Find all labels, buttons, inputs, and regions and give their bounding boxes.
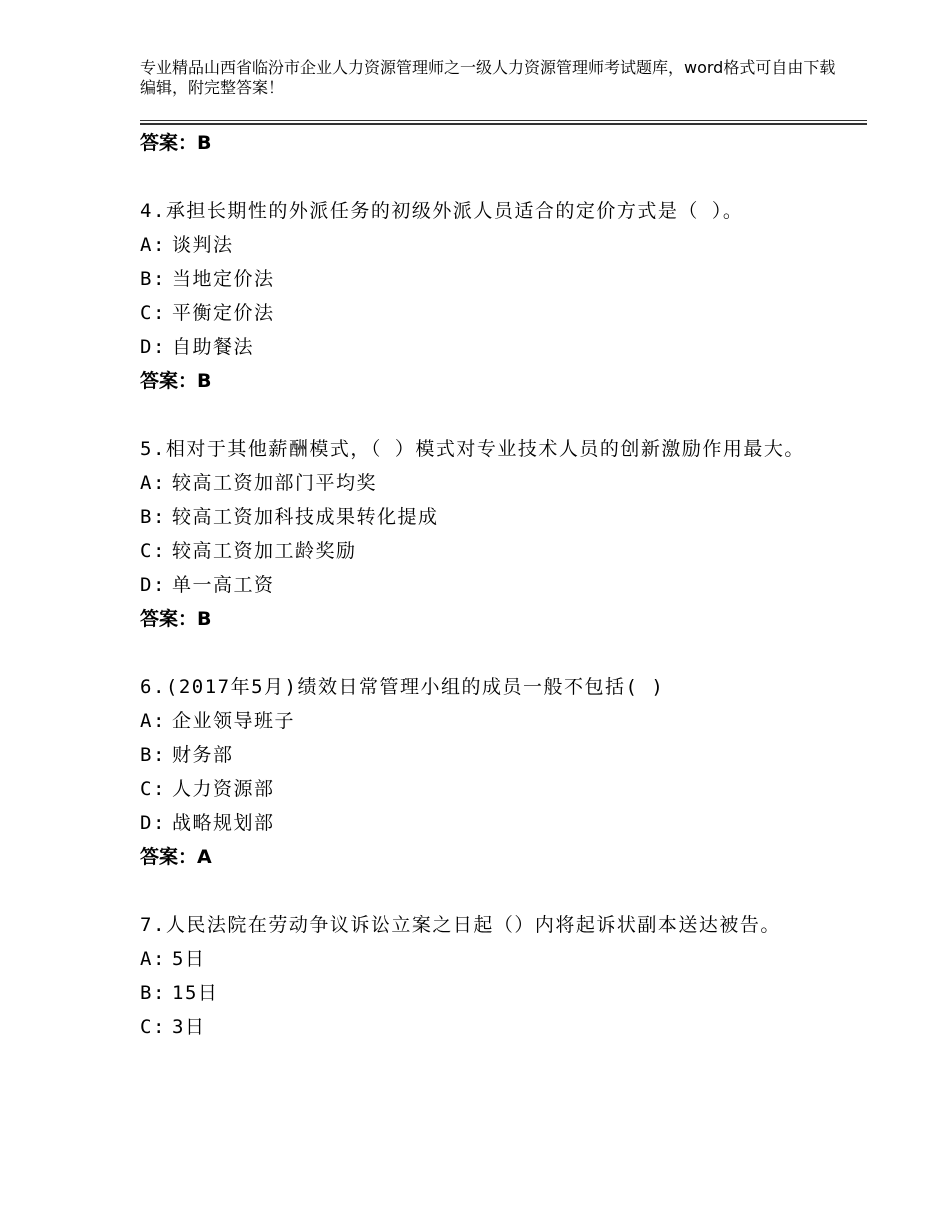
page-header bbox=[140, 58, 840, 98]
option-a bbox=[140, 942, 840, 976]
answer: 答案：A bbox=[140, 846, 212, 868]
option-a bbox=[140, 466, 840, 500]
option-text: 15日 bbox=[172, 982, 219, 1004]
option-d bbox=[140, 330, 840, 364]
option-text: 平衡定价法 bbox=[172, 302, 275, 324]
option-b bbox=[140, 738, 840, 772]
option-d bbox=[140, 568, 840, 602]
option-text: 自助餐法 bbox=[172, 336, 255, 358]
option-text: 较高工资加部门平均奖 bbox=[172, 472, 378, 494]
option-b bbox=[140, 262, 840, 296]
option-b bbox=[140, 500, 840, 534]
option-text: 财务部 bbox=[172, 744, 234, 766]
option-text: 人力资源部 bbox=[172, 778, 275, 800]
question-6 bbox=[140, 670, 840, 874]
option-text: 5日 bbox=[172, 948, 206, 970]
option-letter: A: bbox=[140, 948, 166, 970]
option-c bbox=[140, 296, 840, 330]
question-stem: 7.人民法院在劳动争议诉讼立案之日起（）内将起诉状副本送达被告。 bbox=[140, 914, 781, 936]
option-text: 企业领导班子 bbox=[172, 710, 296, 732]
question-stem: 6.(2017年5月)绩效日常管理小组的成员一般不包括( ) bbox=[140, 676, 665, 698]
option-letter: B: bbox=[140, 506, 166, 528]
answer: 答案：B bbox=[140, 608, 212, 630]
option-c bbox=[140, 534, 840, 568]
option-b bbox=[140, 976, 840, 1010]
answer: 答案：B bbox=[140, 370, 212, 392]
option-c bbox=[140, 772, 840, 806]
question-list bbox=[140, 126, 840, 1044]
option-text: 谈判法 bbox=[172, 234, 234, 256]
question-7 bbox=[140, 908, 840, 1044]
option-text: 战略规划部 bbox=[172, 812, 275, 834]
option-text: 单一高工资 bbox=[172, 574, 275, 596]
option-text: 当地定价法 bbox=[172, 268, 275, 290]
option-text: 较高工资加工龄奖励 bbox=[172, 540, 357, 562]
option-letter: A: bbox=[140, 472, 166, 494]
header-divider bbox=[140, 120, 867, 125]
option-letter: C: bbox=[140, 1016, 166, 1038]
option-letter: B: bbox=[140, 744, 166, 766]
option-letter: B: bbox=[140, 982, 166, 1004]
question-4 bbox=[140, 194, 840, 398]
option-a bbox=[140, 704, 840, 738]
option-d bbox=[140, 806, 840, 840]
option-letter: B: bbox=[140, 268, 166, 290]
question-5 bbox=[140, 432, 840, 636]
option-letter: D: bbox=[140, 336, 166, 358]
option-letter: A: bbox=[140, 710, 166, 732]
option-letter: D: bbox=[140, 574, 166, 596]
option-letter: C: bbox=[140, 302, 166, 324]
option-letter: C: bbox=[140, 778, 166, 800]
option-letter: C: bbox=[140, 540, 166, 562]
option-letter: A: bbox=[140, 234, 166, 256]
document-title: 专业精品山西省临汾市企业人力资源管理师之一级人力资源管理师考试题库，word格式可自由下载编辑，附完整答案！ bbox=[140, 58, 836, 97]
option-text: 较高工资加科技成果转化提成 bbox=[172, 506, 439, 528]
option-text: 3日 bbox=[172, 1016, 206, 1038]
question-stem: 5.相对于其他薪酬模式，（ ）模式对专业技术人员的创新激励作用最大。 bbox=[140, 438, 805, 460]
previous-answer: 答案：B bbox=[140, 132, 212, 154]
option-a bbox=[140, 228, 840, 262]
question-stem: 4.承担长期性的外派任务的初级外派人员适合的定价方式是（ ）。 bbox=[140, 200, 744, 222]
option-letter: D: bbox=[140, 812, 166, 834]
option-c bbox=[140, 1010, 840, 1044]
